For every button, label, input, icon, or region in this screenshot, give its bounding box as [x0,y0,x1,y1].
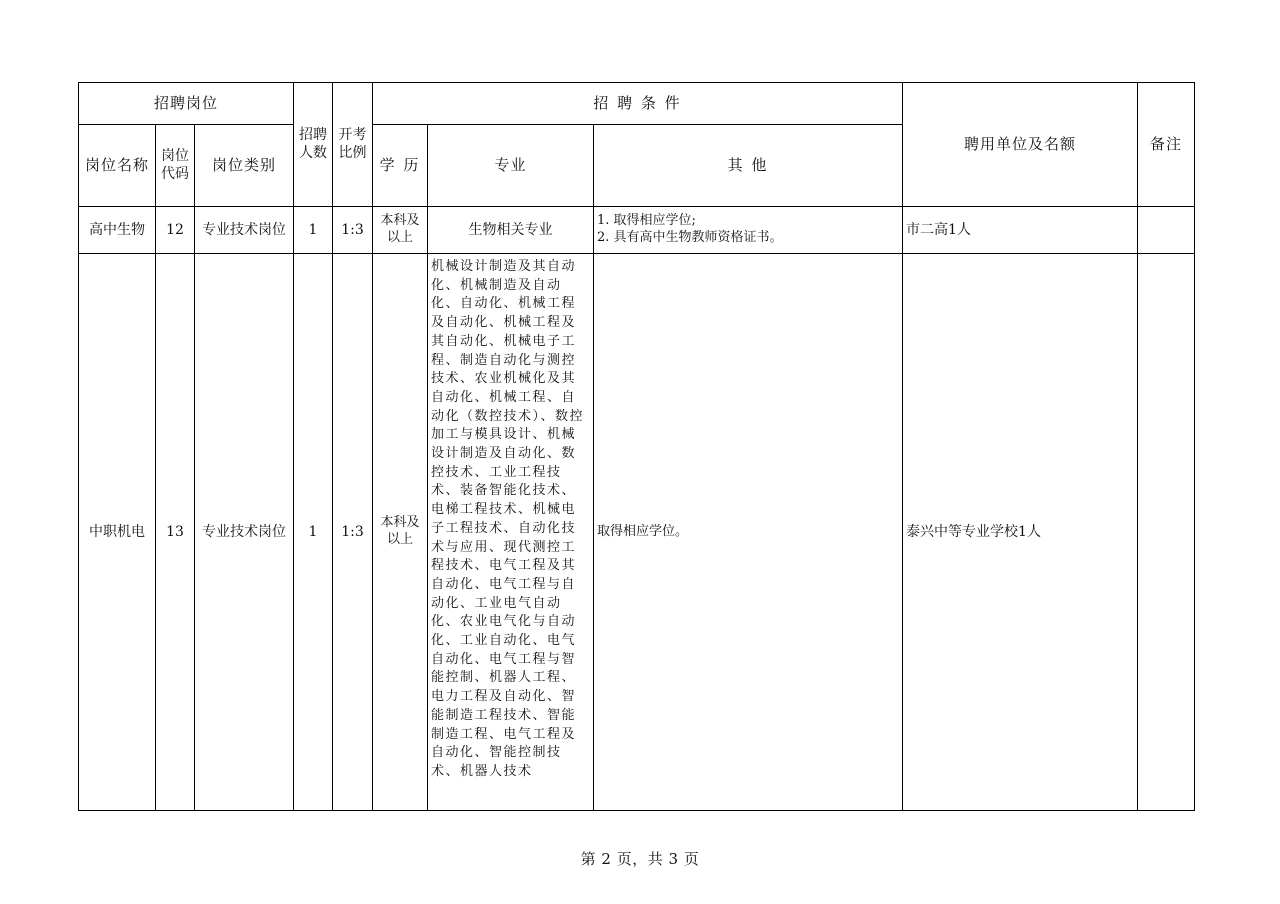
table-row [79,207,1195,254]
header-post-name: 岗位名称 [79,125,156,207]
other-line: 2. 具有高中生物教师资格证书。 [597,230,783,245]
table-row [79,254,1195,811]
cell-other: 取得相应学位。 [594,254,903,811]
cell-unit: 泰兴中等专业学校1人 [903,254,1138,811]
recruitment-table [78,82,1195,811]
cell-education: 本科及以上 [373,254,428,811]
cell-major: 机械设计制造及其自动化、机械制造及自动化、自动化、机械工程及自动化、机械工程及其自动化、机械电子工程、制造自动化与测控技术、农业机械化及其自动化、机械工程、自动化（数控技术）、数控加工与模具设计、机械设计制造及自动化、数控技术、工业工程技术、装备智能化技术、电梯工程技术、机械电子工程技术、自动化技术与应用、现代测控工程技术、电气工程及其自动化、电气工程与自动化、工业电气自动化、农业电气化与自动化、工业自动化、电气自动化、电气工程与智能控制、机器人工程、电力工程及自动化、智能制造工程技术、智能制造工程、电气工程及自动化、智能控制技术、机器人技术 [428,254,594,811]
header-post-code: 岗位代码 [156,125,195,207]
header-education: 学 历 [373,125,428,207]
cell-education: 本科及以上 [373,207,428,254]
cell-headcount: 1 [294,254,333,811]
cell-remark [1138,207,1195,254]
header-post-group: 招聘岗位 [79,83,294,125]
header-row-1 [79,83,1195,125]
page-footer: 第 2 页，共 3 页 [580,850,700,868]
header-other: 其 他 [594,125,903,207]
cell-other [594,207,903,254]
header-headcount: 招聘人数 [294,83,333,207]
header-ratio: 开考比例 [333,83,373,207]
cell-unit: 市二高1人 [903,207,1138,254]
cell-post-code: 12 [156,207,195,254]
cell-ratio: 1:3 [333,207,373,254]
cell-ratio: 1:3 [333,254,373,811]
cell-headcount: 1 [294,207,333,254]
recruitment-table-container [78,82,1194,811]
cell-post-name: 中职机电 [79,254,156,811]
cell-remark [1138,254,1195,811]
cell-major: 生物相关专业 [428,207,594,254]
cell-post-code: 13 [156,254,195,811]
header-major: 专业 [428,125,594,207]
cell-post-name: 高中生物 [79,207,156,254]
header-remark: 备注 [1138,83,1195,207]
cell-post-type: 专业技术岗位 [195,207,294,254]
header-post-type: 岗位类别 [195,125,294,207]
other-line: 1. 取得相应学位; [597,213,696,229]
header-conditions-group: 招 聘 条 件 [373,83,903,125]
header-unit: 聘用单位及名额 [903,83,1138,207]
cell-post-type: 专业技术岗位 [195,254,294,811]
